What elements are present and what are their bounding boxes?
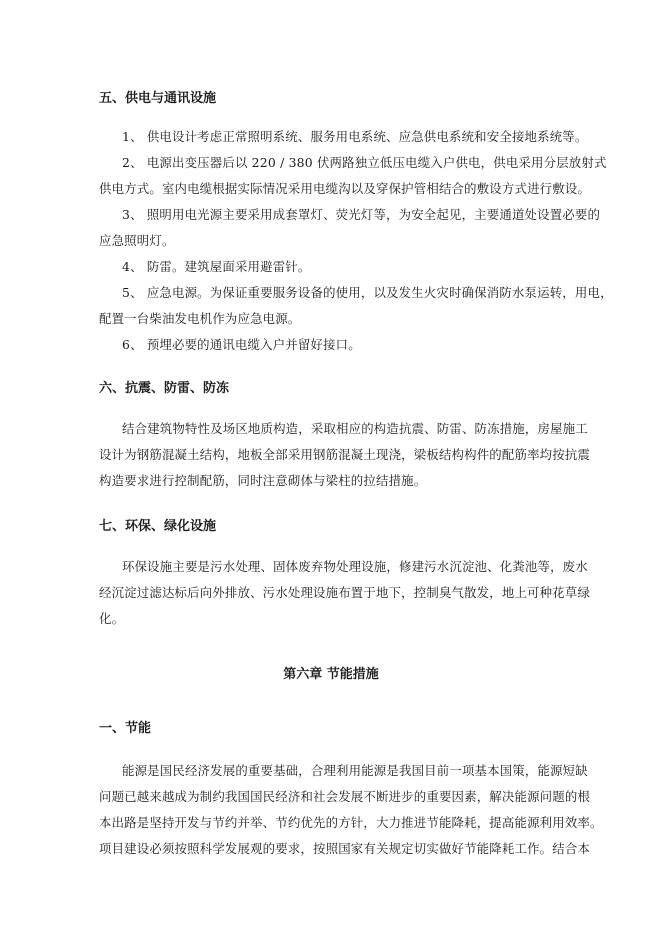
paragraph-line: 5、 应急电源。为保证重要服务设备的使用，以及发生火灾时确保消防水泵运转，用电，: [122, 285, 613, 300]
section-heading-power-telecom: 五、供电与通讯设施: [99, 91, 217, 106]
paragraph-line: 环保设施主要是污水处理、固体废弃物处理设施，修建污水沉淀池、化粪池等，废水: [122, 559, 588, 574]
paragraph-line: 配置一台柴油发电机作为应急电源。: [99, 311, 301, 326]
paragraph-line: 化。: [99, 611, 125, 626]
paragraph-line: 构造要求进行控制配筋，同时注意砌体与梁柱的拉结措施。: [99, 473, 427, 488]
paragraph-line: 4、 防雷。建筑屋面采用避雷针。: [122, 259, 311, 274]
paragraph-line: 2、 电源出变压器后以 220 / 380 伏两路独立低压电缆入户供电，供电采用分层放射式: [122, 155, 607, 170]
section-heading-energy: 一、节能: [99, 721, 152, 736]
paragraph-line: 供电方式。室内电缆根据实际情况采用电缆沟以及穿保护管相结合的敷设方式进行敷设。: [99, 181, 591, 196]
paragraph-line: 能源是国民经济发展的重要基础，合理利用能源是我国目前一项基本国策，能源短缺: [122, 763, 588, 778]
section-heading-seismic: 六、抗震、防雷、防冻: [99, 381, 230, 396]
paragraph-line: 本出路是坚持开发与节约并举、节约优先的方针，大力推进节能降耗，提高能源利用效率。: [99, 815, 603, 830]
chapter-title: 第六章 节能措施: [283, 667, 379, 682]
paragraph-line: 经沉淀过滤达标后向外排放、污水处理设施布置于地下，控制臭气散发，地上可种花草绿: [99, 585, 591, 600]
section-heading-environment: 七、环保、绿化设施: [99, 519, 217, 534]
paragraph-line: 应急照明灯。: [99, 233, 175, 248]
paragraph-line: 结合建筑物特性及场区地质构造，采取相应的构造抗震、防雷、防冻措施，房屋施工: [122, 421, 588, 436]
paragraph-line: 问题已越来越成为制约我国国民经济和社会发展不断进步的重要因素，解决能源问题的根: [99, 789, 591, 804]
paragraph-line: 3、 照明用电光源主要采用成套罩灯、荧光灯等，为安全起见，主要通道处设置必要的: [122, 207, 601, 222]
paragraph-line: 6、 预埋必要的通讯电缆入户并留好接口。: [122, 337, 361, 352]
paragraph-line: 设计为钢筋混凝土结构，地板全部采用钢筋混凝土现浇，梁板结构构件的配筋率均按抗震: [99, 447, 591, 462]
paragraph-line: 项目建设必须按照科学发展观的要求，按照国家有关规定切实做好节能降耗工作。结合本: [99, 841, 591, 856]
paragraph-line: 1、 供电设计考虑正常照明系统、服务用电系统、应急供电系统和安全接地系统等。: [122, 129, 588, 144]
